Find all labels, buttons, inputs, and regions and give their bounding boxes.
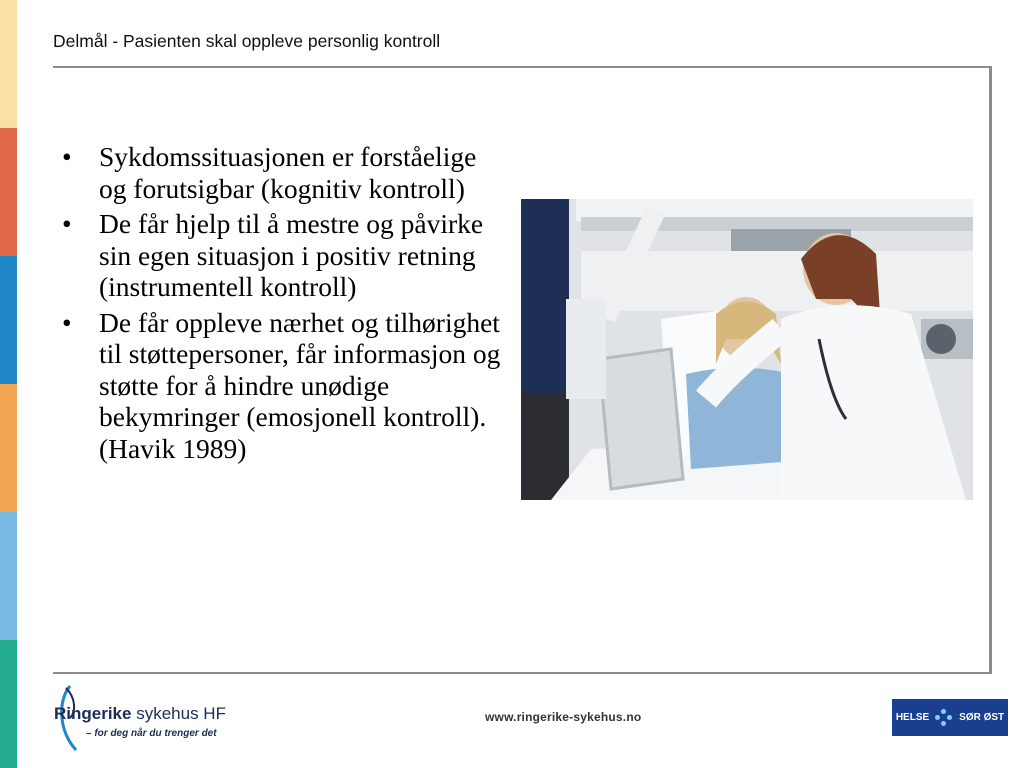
strip-segment — [0, 512, 17, 640]
strip-segment — [0, 384, 17, 512]
photo-illustration — [521, 199, 973, 500]
bullet-dot-icon: • — [62, 306, 72, 338]
bullet-dot-icon: • — [62, 208, 72, 239]
color-strip — [0, 0, 17, 768]
logo-name: Ringerike sykehus HF — [54, 704, 226, 723]
hso-left-text: HELSE — [895, 712, 930, 723]
hospital-photo — [521, 199, 973, 500]
bullet-list — [62, 141, 502, 468]
strip-segment — [0, 640, 17, 768]
slide-title: Delmål - Pasienten skal oppleve personlig kontroll — [53, 31, 441, 51]
strip-segment — [0, 128, 17, 256]
helse-sor-ost-logo — [892, 699, 1008, 736]
website-link[interactable]: www.ringerike-sykehus.no — [485, 710, 642, 724]
bullet-item — [62, 141, 502, 204]
bullet-text: De får hjelp til å mestre og påvirke sin egen situasjon i positiv retning (instrumentell kontroll) — [99, 208, 484, 302]
strip-segment — [0, 0, 17, 128]
ringerike-logo — [54, 684, 244, 754]
bullet-item — [62, 208, 502, 303]
strip-segment — [0, 256, 17, 384]
bullet-text: De får oppleve nærhet og tilhørighet til støttepersoner, får informasjon og støtte for å hindre unødige bekymringer (emosjonell kontroll). (Havik 1989) — [99, 306, 501, 464]
bullet-dot-icon: • — [62, 141, 72, 172]
hso-right-text: SØR ØST — [959, 712, 1005, 723]
bullet-item — [62, 307, 502, 465]
hso-dots-icon — [935, 709, 953, 727]
bullet-text: Sykdomssituasjonen er forståelige og forutsigbar (kognitiv kontroll) — [99, 141, 477, 204]
logo-tagline: – for deg når du trenger det — [86, 728, 217, 739]
